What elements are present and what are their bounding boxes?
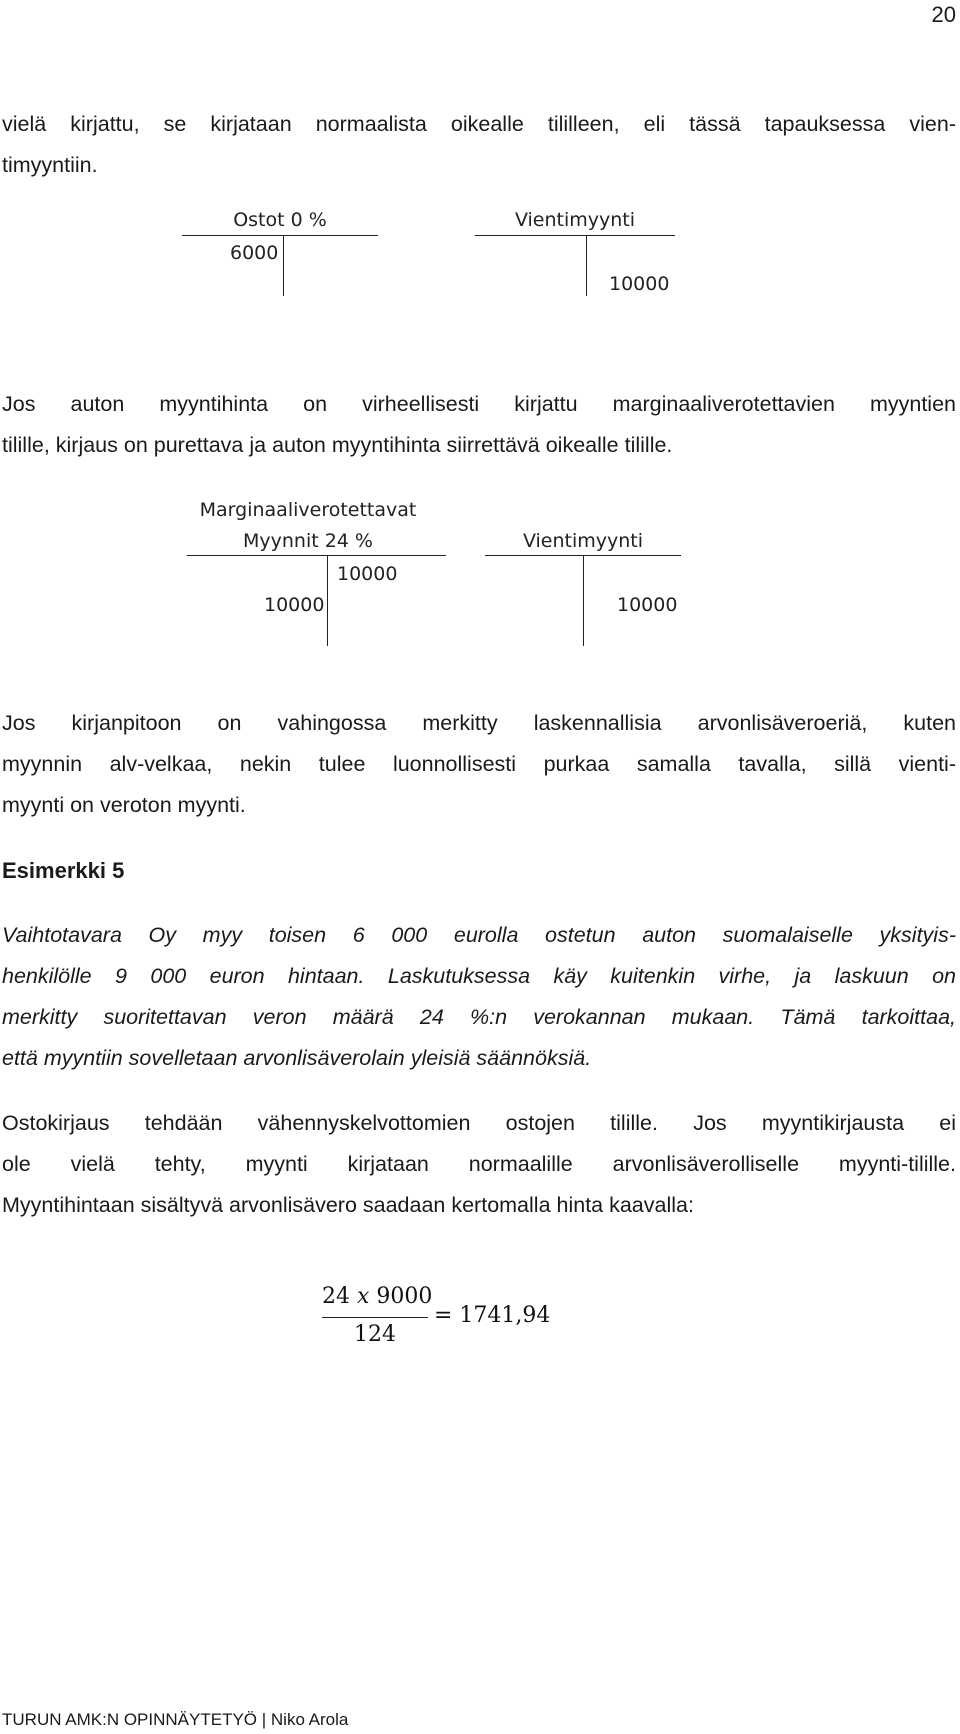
credit-entry: 10000 — [617, 594, 678, 616]
t-account-top-line — [475, 235, 675, 236]
example-line-2: henkilölle 9 000 euron hintaan. Laskutuksessa käy kuitenkin virhe, ja laskuun on — [2, 964, 956, 988]
intro-line-1: vielä kirjattu, se kirjataan normaalista oikealle tililleen, eli tässä tapauksessa vien- — [2, 112, 956, 136]
t-account-title-line-2: Myynnit 24 % — [242, 530, 373, 552]
fraction-bar — [322, 1317, 428, 1318]
t-account-divider — [327, 556, 328, 646]
formula-denominator: 124 — [354, 1322, 396, 1347]
credit-entry: 10000 — [337, 563, 398, 585]
paragraph-4-line-3: Myyntihintaan sisältyvä arvonlisävero saadaan kertomalla hinta kaavalla: — [2, 1193, 694, 1217]
paragraph-4-line-1: Ostokirjaus tehdään vähennyskelvottomien ostojen tilille. Jos myyntikirjausta ei — [2, 1111, 956, 1135]
example-heading: Esimerkki 5 — [2, 858, 125, 883]
example-line-1: Vaihtotavara Oy myy toisen 6 000 eurolla ostetun auton suomalaiselle yksityis- — [2, 923, 956, 947]
paragraph-4-line-2: ole vielä tehty, myynti kirjataan normaalille arvonlisäverolliselle myynti-tilille. — [2, 1152, 956, 1176]
t-account-divider — [586, 236, 587, 296]
t-account-top-line — [187, 555, 446, 556]
credit-entry: 10000 — [609, 273, 670, 295]
t-account-title: Ostot 0 % — [233, 209, 327, 231]
t-account-title: Vientimyynti — [522, 530, 644, 552]
paragraph-3-line-3: myynti on veroton myynti. — [2, 793, 246, 817]
t-account-title: Vientimyynti — [514, 209, 636, 231]
formula-result: = 1741,94 — [434, 1303, 551, 1328]
t-account-top-line — [182, 235, 378, 236]
page-number: 20 — [931, 2, 956, 27]
paragraph-3-line-2: myynnin alv-velkaa, nekin tulee luonnollisesti purkaa samalla tavalla, sillä vienti- — [2, 752, 956, 776]
t-account-divider — [583, 556, 584, 646]
paragraph-3-line-1: Jos kirjanpitoon on vahingossa merkitty laskennallisia arvonlisäveroeriä, kuten — [2, 711, 956, 735]
paragraph-2-line-2: tilille, kirjaus on purettava ja auton myyntihinta siirrettävä oikealle tilille. — [2, 433, 673, 457]
debit-entry: 10000 — [264, 594, 325, 616]
intro-line-2: timyyntiin. — [2, 153, 98, 177]
t-account-title-line-1: Marginaaliverotettavat — [199, 499, 417, 521]
paragraph-2-line-1: Jos auton myyntihinta on virheellisesti kirjattu marginaaliverotettavien myyntien — [2, 392, 956, 416]
example-line-4: että myyntiin sovelletaan arvonlisäverolain yleisiä säännöksiä. — [2, 1046, 592, 1070]
debit-entry: 6000 — [230, 242, 279, 264]
page-footer: TURUN AMK:N OPINNÄYTETYÖ | Niko Arola — [2, 1710, 349, 1729]
example-line-3: merkitty suoritettavan veron määrä 24 %:n verokannan mukaan. Tämä tarkoittaa, — [2, 1005, 956, 1029]
t-account-divider — [283, 236, 284, 296]
formula-numerator: 24 𝑥 9000 — [322, 1284, 433, 1309]
